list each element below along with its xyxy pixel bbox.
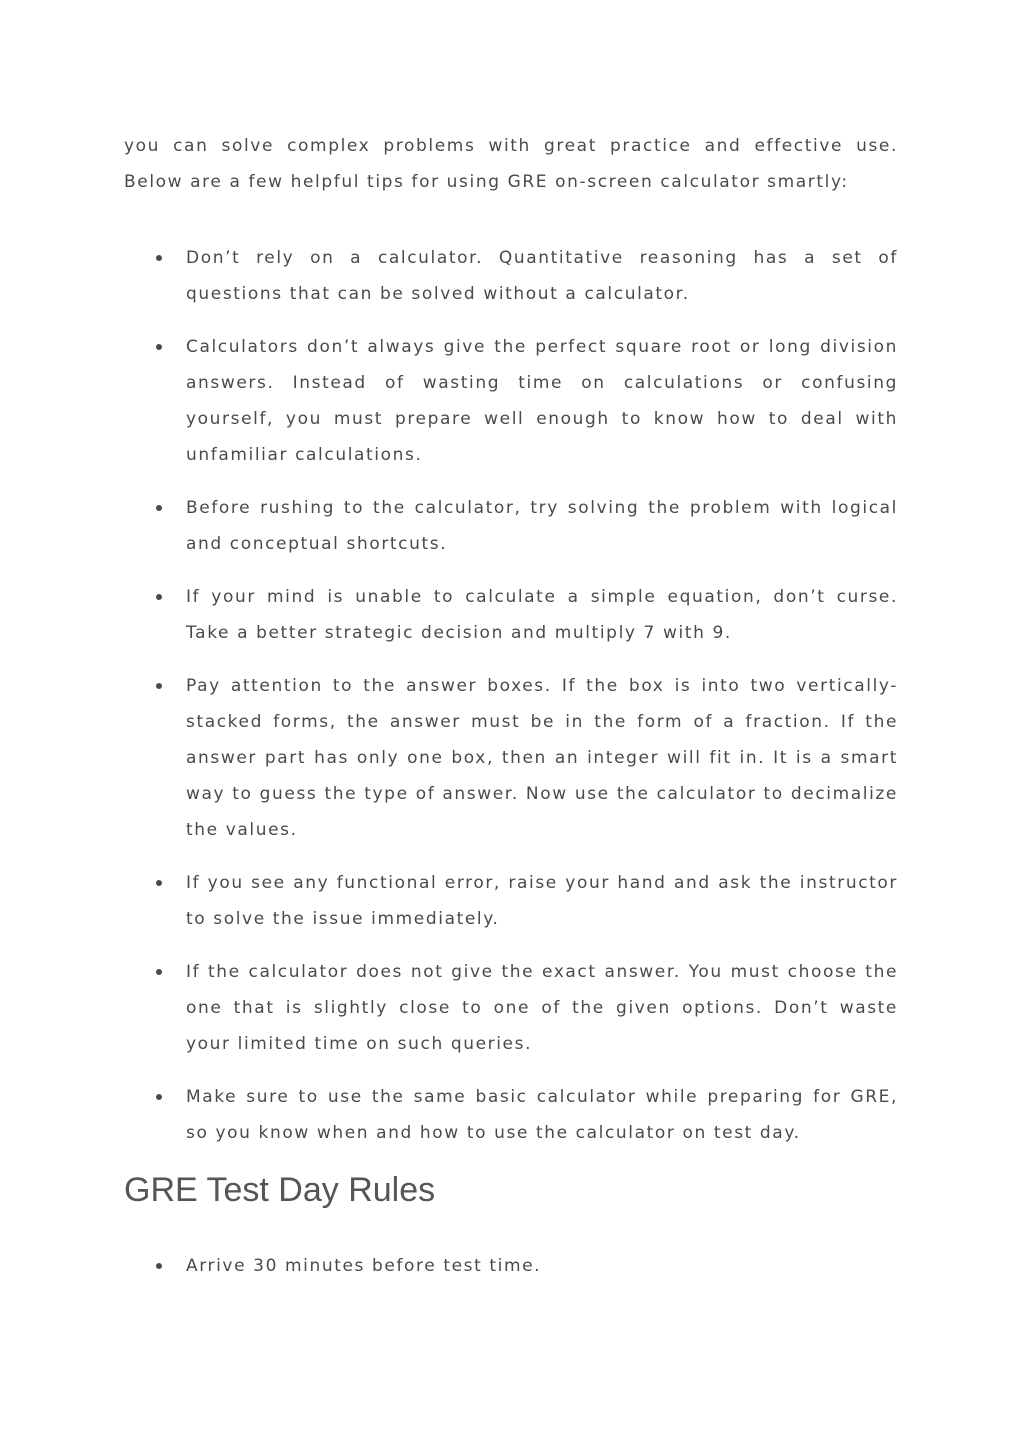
tip-text: If you see any functional error, raise your hand and ask the instructor to solve the issue immediately. (186, 873, 898, 929)
bullet-icon (156, 1263, 162, 1269)
rule-text: Arrive 30 minutes before test time. (186, 1256, 542, 1276)
tip-text: Don’t rely on a calculator. Quantitative reasoning has a set of questions that can be solved without a calculator. (186, 248, 898, 304)
list-item (124, 490, 898, 562)
bullet-icon (156, 344, 162, 350)
list-item (124, 579, 898, 651)
list-item (124, 1248, 898, 1284)
list-item (124, 240, 898, 312)
section-heading: GRE Test Day Rules (124, 1171, 436, 1209)
calculator-tips-list (124, 240, 898, 1151)
intro-paragraph (124, 128, 898, 200)
list-item (124, 865, 898, 937)
tip-text: Before rushing to the calculator, try solving the problem with logical and conceptual shortcuts. (186, 498, 898, 554)
tip-text: Calculators don’t always give the perfect square root or long division answers. Instead of wasting time on calculations or confusing yourself, you must prepare well enough to know how to deal with unfamiliar calculations. (186, 337, 898, 465)
tip-text: If your mind is unable to calculate a simple equation, don’t curse. Take a better strategic decision and multiply 7 with 9. (186, 587, 898, 643)
list-item (124, 1079, 898, 1151)
tip-text: Make sure to use the same basic calculator while preparing for GRE, so you know when and how to use the calculator on test day. (186, 1087, 898, 1143)
bullet-icon (156, 1094, 162, 1100)
list-item (124, 954, 898, 1062)
test-day-rules-list (124, 1248, 898, 1284)
list-item (124, 329, 898, 473)
bullet-icon (156, 505, 162, 511)
intro-line-1: you can solve complex problems with great practice and effective use. (124, 136, 898, 156)
bullet-icon (156, 594, 162, 600)
bullet-icon (156, 683, 162, 689)
intro-line-2: Below are a few helpful tips for using GRE on-screen calculator smartly: (124, 172, 849, 192)
list-item (124, 668, 898, 848)
bullet-icon (156, 969, 162, 975)
bullet-icon (156, 255, 162, 261)
document-page (124, 128, 898, 1284)
bullet-icon (156, 880, 162, 886)
tip-text: If the calculator does not give the exact answer. You must choose the one that is slightly close to one of the given options. Don’t waste your limited time on such queries. (186, 962, 898, 1054)
tip-text: Pay attention to the answer boxes. If the box is into two vertically-stacked forms, the answer must be in the form of a fraction. If the answer part has only one box, then an integer will fit in. It is a smart way to guess the type of answer. Now use the calculator to decimalize the values. (186, 676, 898, 840)
